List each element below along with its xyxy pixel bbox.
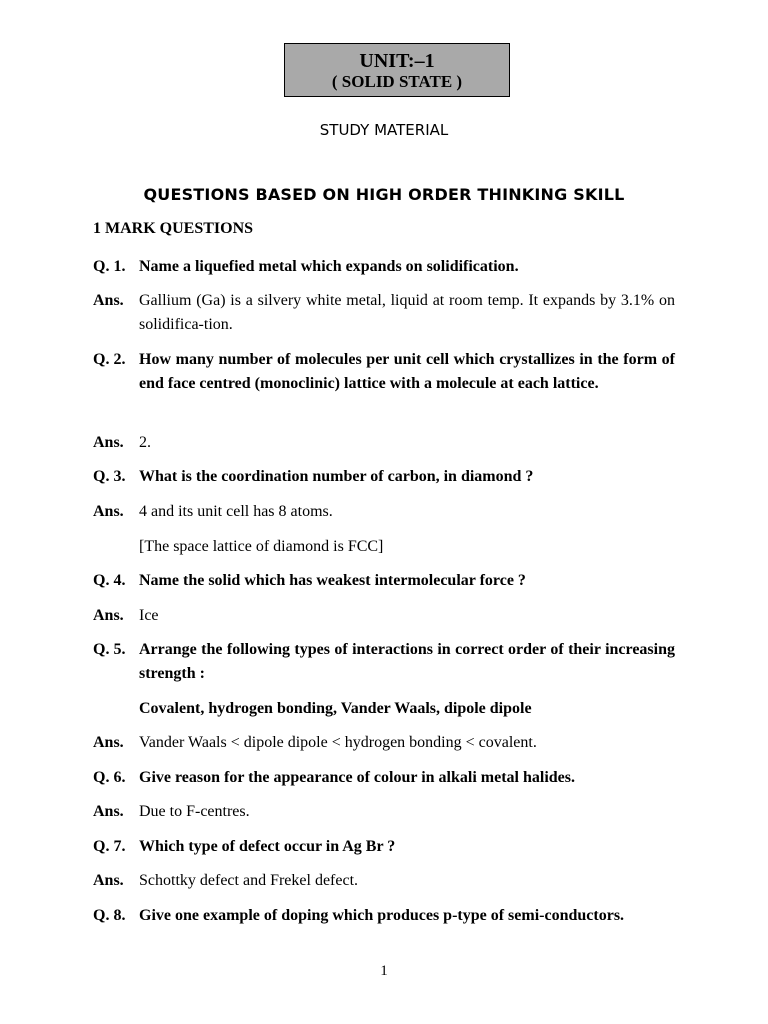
answer-text: Ice (139, 607, 159, 624)
question-text: Which type of defect occur in Ag Br ? (139, 838, 396, 855)
answer-3-note (93, 535, 675, 559)
answer-3 (93, 500, 675, 524)
unit-title-box (284, 43, 510, 97)
answer-label: Ans. (93, 734, 124, 751)
page-number: 1 (380, 963, 388, 979)
question-7 (93, 835, 675, 859)
question-text: How many number of molecules per unit cell which crystallizes in the form of end face centred (monoclinic) lattice with a molecule at each lattice. (139, 351, 675, 392)
answer-text: Gallium (Ga) is a silvery white metal, liquid at room temp. It expands by 3.1% on solidifica-tion. (139, 292, 675, 333)
answer-label: Ans. (93, 872, 124, 889)
question-label: Q. 3. (93, 468, 126, 485)
answer-4 (93, 604, 675, 628)
question-text: Give one example of doping which produces p-type of semi-conductors. (139, 907, 625, 924)
answer-2 (93, 431, 675, 455)
answer-6 (93, 800, 675, 824)
answer-text: Due to F-centres. (139, 803, 250, 820)
question-label: Q. 7. (93, 838, 126, 855)
answer-label: Ans. (93, 292, 124, 309)
unit-title: UNIT:–1 (359, 50, 435, 72)
question-text: Arrange the following types of interactions in correct order of their increasing strength : (139, 641, 675, 682)
question-3 (93, 465, 675, 489)
question-label: Q. 2. (93, 351, 126, 368)
answer-1 (93, 289, 675, 337)
question-text: Give reason for the appearance of colour in alkali metal halides. (139, 769, 575, 786)
mark-section-title: 1 MARK QUESTIONS (93, 220, 254, 237)
answer-label: Ans. (93, 503, 124, 520)
answer-7 (93, 869, 675, 893)
question-5-items (93, 697, 675, 721)
section-heading: QUESTIONS BASED ON HIGH ORDER THINKING SKILL (143, 185, 625, 204)
question-2 (93, 348, 675, 396)
question-4 (93, 569, 675, 593)
study-material-label: STUDY MATERIAL (319, 121, 449, 139)
question-6 (93, 766, 675, 790)
question-label: Q. 6. (93, 769, 126, 786)
unit-subject: ( SOLID STATE ) (331, 72, 463, 91)
answer-label: Ans. (93, 607, 124, 624)
question-8 (93, 904, 675, 928)
answer-text: Vander Waals < dipole dipole < hydrogen bonding < covalent. (139, 734, 537, 751)
answer-text: 2. (139, 434, 151, 451)
question-text: Name a liquefied metal which expands on solidification. (139, 258, 519, 275)
question-5 (93, 638, 675, 686)
items-text: Covalent, hydrogen bonding, Vander Waals, dipole dipole (139, 700, 532, 717)
question-1 (93, 255, 675, 279)
question-text: Name the solid which has weakest intermolecular force ? (139, 572, 526, 589)
question-text: What is the coordination number of carbon, in diamond ? (139, 468, 534, 485)
question-label: Q. 5. (93, 641, 126, 658)
note-text: [The space lattice of diamond is FCC] (139, 538, 384, 555)
answer-text: Schottky defect and Frekel defect. (139, 872, 359, 889)
question-label: Q. 8. (93, 907, 126, 924)
answer-label: Ans. (93, 803, 124, 820)
answer-text: 4 and its unit cell has 8 atoms. (139, 503, 333, 520)
question-label: Q. 4. (93, 572, 126, 589)
answer-label: Ans. (93, 434, 124, 451)
question-label: Q. 1. (93, 258, 126, 275)
answer-5 (93, 731, 675, 755)
